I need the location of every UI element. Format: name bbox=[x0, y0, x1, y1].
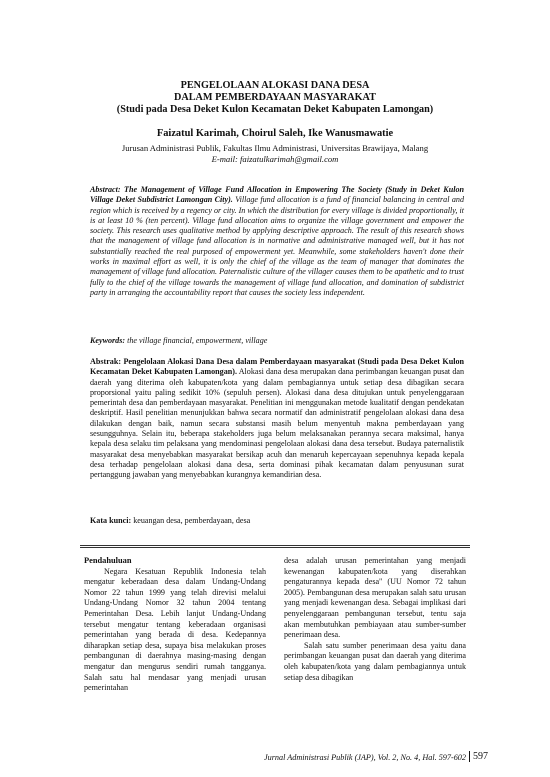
email: E-mail: faizatulkarimah@gmail.com bbox=[211, 154, 339, 164]
keywords-indonesian-label: Kata kunci: bbox=[90, 516, 132, 525]
keywords-indonesian-text: keuangan desa, pemberdayaan, desa bbox=[133, 516, 251, 525]
abstract-indonesian-body: Alokasi dana desa merupakan dana perimbangan keuangan pusat dan daerah yang diterima oleh kabupaten/kota yang dalam pembagiannya untuk setiap desa dibagikan secara proporsional yaitu paling sedikit 10% (sepuluh persen). Alokasi dana desa ditujukan untuk penyelenggaraan pemerintah desa dan pemberdayaan masyarakat. Penelitian ini menggunakan metode kualitatif dengan pendekatan deskriptif. Hasil penelitian menunjukkan bahwa secara normatif dan administratif pengelolaan alokasi dana desa dilakukan dengan baik, namun secara substansi masih belum menyentuh makna pemberdayaan yang sesungguhnya. Selain itu, beberapa stakeholders juga belum melaksanakan perannya secara maksimal, hanya kepala desa selaku tim pelaksana yang mendominasi pengelolaan alokasi dana desa tersebut. Budaya paternalistik masyarakat desa menyebabkan masyarakat bersikap acuh dan menaruh kepercayaan sepenuhnya kepada kepala desa terhadap pengelolaan alokasi dana desa, serta dominasi pihak kecamatan dalam penyusunan surat pertanggung jawaban yang menyebabkan kurangnya kemandirian desa. bbox=[90, 367, 465, 480]
affiliation: Jurusan Administrasi Publik, Fakultas Ilmu Administrasi, Universitas Brawijaya, Malang bbox=[121, 143, 429, 153]
abstract-indonesian-lead: Abstrak: Pengelolaan Alokasi Dana Desa dalam Pemberdayaan masyarakat (Studi pada Desa Deket Kulon Kecamatan Deket Kabupaten Lamongan). bbox=[90, 357, 464, 377]
divider-rule bbox=[80, 545, 470, 546]
keywords-english-label: Keywords: bbox=[90, 336, 126, 345]
divider-rule bbox=[80, 547, 470, 548]
keywords-english-text: the village financial, empowerment, village bbox=[127, 336, 268, 345]
body-paragraph: Negara Kesatuan Republik Indonesia telah mengatur keberadaan desa dalam Undang-Undang Nomor 22 tahun 1999 yang telah direvisi melalui Undang-Undang Nomor 32 tahun 2004 tentang Pemerintahan Desa. Lebih lanjut Undang-Undang tersebut mengatur tentang keberadaan organisasi pemerintahan yang berada di desa. Kedepannya diharapkan setiap desa, supaya bisa melakukan proses pembangunan di daerahnya masing-masing dengan mengatur dan mengurus sendiri rumah tangganya. Salah satu hal mendasar yang menjadi urusan pemerintahan bbox=[84, 566, 266, 693]
abstract-english-lead: Abstract: The Management of Village Fund Allocation in Empowering The Society (Study in Deket Kulon Village Deket Subdistrict Lamongan City). bbox=[90, 185, 464, 205]
abstract-english-body: Village fund allocation is a fund of financial balancing in central and region which is received by a regency or city. In which the distribution for every village is divided proportionally, it is at least 10 % (ten percent). Village fund allocation aims to organize the village government and empower the society. This research uses qualitative method by applying descriptive approach. The result of this research shows that the management of village fund allocation is in normative and administrative managed well, but it has not substantially reached the real purposed of empowerment yet. Meanwhile, some stakeholders haven't done their works in maximal effort as well, it is only the chief of the village as the team of manager that dominates the management of village fund allocation. Paternalistic culture of the villager causes them to be apathetic and to trust fully to the chief of the village towards the management of village fund allocation, and domination of subdistrict party in arranging the accountability report that causes the society less independent. bbox=[90, 195, 464, 297]
keywords-english bbox=[90, 336, 267, 345]
section-heading: Pendahuluan bbox=[84, 556, 132, 565]
body-column-left bbox=[84, 556, 266, 694]
page-number: 597 bbox=[469, 751, 488, 762]
abstract-indonesian bbox=[90, 357, 464, 481]
body-paragraph: desa adalah urusan pemerintahan yang menjadi kewenangan kabupaten/kota yang diserahkan pengaturannya kepada desa" (UU Nomor 72 tahun 2005). Pembangunan desa merupakan salah satu urusan yang menjadi kewenangan desa. Sebagai implikasi dari penyelenggaraan pembangunan tersebut, tentu saja akan membutuhkan pembiayaan atau sumber-sumber penerimaan desa. bbox=[284, 556, 466, 640]
keywords-indonesian bbox=[90, 516, 250, 525]
body-paragraph: Salah satu sumber penerimaan desa yaitu dana perimbangan keuangan pusat dan daerah yang diterima oleh kabupaten/kota yang dalam pembagiannya untuk setiap desa dibagikan bbox=[284, 640, 466, 682]
authors: Faizatul Karimah, Choirul Saleh, Ike Wanusmawatie bbox=[156, 128, 394, 139]
title-line-1: PENGELOLAAN ALOKASI DANA DESA bbox=[180, 80, 370, 91]
abstract-english bbox=[90, 185, 464, 298]
body-column-right bbox=[284, 556, 466, 683]
title-line-2: DALAM PEMBERDAYAAN MASYARAKAT bbox=[174, 92, 376, 103]
title-line-3: (Studi pada Desa Deket Kulon Kecamatan Deket Kabupaten Lamongan) bbox=[116, 104, 434, 115]
journal-footer: Jurnal Administrasi Publik (JAP), Vol. 2, No. 4, Hal. 597-602 bbox=[263, 753, 466, 762]
